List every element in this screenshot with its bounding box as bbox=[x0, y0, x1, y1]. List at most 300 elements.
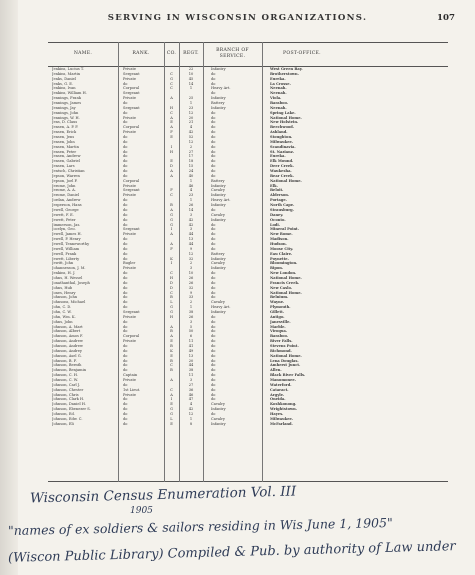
cell-rank: Corporal bbox=[123, 334, 140, 339]
cell-company: I bbox=[170, 144, 173, 149]
cell-name: Johnson, A. Mart bbox=[52, 324, 83, 329]
cell-rank: Corporal bbox=[123, 178, 140, 183]
cell-branch: do bbox=[211, 275, 216, 280]
cell-branch: do bbox=[211, 285, 216, 290]
cell-company: B bbox=[170, 343, 173, 348]
cell-branch: do bbox=[211, 319, 216, 324]
cell-company: C bbox=[170, 193, 173, 198]
cell-company: G bbox=[170, 76, 173, 81]
cell-rank: do bbox=[123, 251, 128, 256]
cell-rank: 1st Lieut. bbox=[123, 387, 141, 392]
cell-post-office: Lodi. bbox=[270, 222, 281, 227]
page-number: 107 bbox=[437, 13, 455, 23]
cell-regiment: 38 bbox=[188, 368, 194, 373]
cell-company: K bbox=[170, 256, 173, 261]
header-rank: RANK. bbox=[132, 50, 150, 56]
cell-rank: do bbox=[123, 397, 128, 402]
cell-post-office: Oconto. bbox=[270, 217, 286, 222]
cell-post-office: Bloomington. bbox=[270, 261, 298, 266]
cell-rank: do bbox=[123, 149, 128, 154]
cell-company: I bbox=[170, 397, 173, 402]
cell-company: F bbox=[170, 130, 173, 135]
cell-regiment: 42 bbox=[188, 130, 194, 135]
cell-name: Jensen, John bbox=[52, 139, 75, 144]
cell-post-office: National Home. bbox=[270, 178, 302, 183]
cell-name: Jerome, A. A. bbox=[52, 188, 76, 193]
handwritten-annotation bbox=[0, 483, 475, 575]
cell-rank: do bbox=[123, 120, 128, 125]
cell-company: G bbox=[170, 217, 173, 222]
cell-company: C bbox=[170, 81, 173, 86]
cell-company: D bbox=[170, 280, 173, 285]
cell-branch: Cavalry bbox=[211, 402, 225, 407]
cell-post-office: Daney. bbox=[270, 212, 284, 217]
cell-name: Jewett, F. E. bbox=[52, 212, 74, 217]
table-bottom-rule bbox=[48, 481, 448, 482]
cell-rank: do bbox=[123, 217, 128, 222]
cell-post-office: National Home. bbox=[270, 290, 302, 295]
cell-rank: do bbox=[123, 144, 128, 149]
cell-branch: do bbox=[211, 382, 216, 387]
cell-post-office: Beloit. bbox=[270, 188, 284, 193]
cell-regiment: 2 bbox=[189, 144, 193, 149]
cell-rank: do bbox=[123, 285, 128, 290]
cell-name: Johnson, Chester bbox=[52, 387, 84, 392]
cell-name: Johnson, B. F. bbox=[52, 358, 77, 363]
cell-company: E bbox=[170, 339, 173, 344]
cell-rank: do bbox=[123, 416, 128, 421]
cell-post-office: Bear Creek. bbox=[270, 173, 294, 178]
cell-rank: Private bbox=[123, 67, 137, 71]
cell-post-office: Viroqua. bbox=[270, 329, 288, 334]
cell-post-office: Spring Lake. bbox=[270, 110, 296, 115]
cell-rank: Private bbox=[123, 314, 137, 319]
cell-regiment: 12 bbox=[188, 412, 194, 417]
cell-rank: Sergeant bbox=[123, 71, 140, 76]
cell-post-office: Portage. bbox=[270, 198, 287, 203]
cell-rank: do bbox=[123, 324, 128, 329]
cell-post-office: Baraboo. bbox=[270, 334, 289, 339]
cell-name: Jensen, Andrew bbox=[52, 154, 81, 159]
cell-name: Jewell, P. Henry bbox=[52, 237, 81, 242]
cell-post-office: Argyle. bbox=[270, 392, 285, 397]
cell-branch: do bbox=[211, 71, 216, 76]
cell-regiment: 4 bbox=[189, 402, 193, 407]
cell-branch: do bbox=[211, 329, 216, 334]
cell-regiment: 1 bbox=[189, 198, 193, 203]
cell-rank: Private bbox=[123, 339, 137, 344]
cell-name: Johnson, Andrew bbox=[52, 343, 83, 348]
cell-regiment: 3 bbox=[189, 227, 193, 232]
cell-branch: do bbox=[211, 378, 216, 382]
cell-name: Johns, H. Wessel bbox=[52, 275, 83, 280]
cell-rank: do bbox=[123, 110, 128, 115]
cell-rank: Private bbox=[123, 232, 137, 237]
header-branch: BRANCH OF SERVICE. bbox=[216, 48, 249, 59]
cell-post-office: Neenah. bbox=[270, 105, 287, 110]
cell-name: Jentsch, Christian bbox=[52, 169, 85, 174]
cell-name: John, Wm. K. bbox=[52, 314, 76, 319]
cell-branch: do bbox=[211, 392, 216, 397]
cell-company: K bbox=[170, 348, 173, 353]
cell-name: Jordan, Andrew bbox=[52, 198, 81, 203]
cell-rank: do bbox=[123, 290, 128, 295]
cell-rank: do bbox=[123, 159, 128, 164]
cell-regiment: 20 bbox=[188, 358, 194, 363]
cell-rank: do bbox=[123, 271, 128, 276]
cell-branch: Cavalry bbox=[211, 416, 225, 421]
cell-branch: do bbox=[211, 412, 216, 417]
cell-name: Jewell, Tenneworthy bbox=[52, 241, 90, 246]
cell-rank: Captain bbox=[123, 373, 138, 378]
cell-regiment: 1 bbox=[189, 305, 193, 310]
cell-regiment: 27 bbox=[188, 149, 194, 154]
cell-regiment: 11 bbox=[188, 373, 194, 378]
cell-branch: Infantry bbox=[211, 407, 226, 412]
cell-company: A bbox=[170, 324, 173, 329]
cell-post-office: Elk. bbox=[270, 183, 278, 188]
cell-company: G bbox=[170, 407, 173, 412]
header-name: NAME. bbox=[73, 50, 93, 56]
cell-rank: do bbox=[123, 81, 128, 86]
cell-rank: do bbox=[123, 222, 128, 227]
cell-branch: Battery bbox=[211, 101, 225, 106]
cell-name: Johnson, Ebenezer S. bbox=[52, 407, 91, 412]
cell-company: B bbox=[170, 329, 173, 334]
cell-name: Jewett, Peter bbox=[52, 217, 76, 222]
cell-branch: Battery bbox=[211, 251, 225, 256]
cell-name: Johnson, Albert bbox=[52, 329, 81, 334]
cell-regiment: 41 bbox=[188, 343, 194, 348]
cell-rank: do bbox=[123, 169, 128, 174]
cell-rank: do bbox=[123, 329, 128, 334]
cell-branch: do bbox=[211, 368, 216, 373]
cell-branch: Battery bbox=[211, 178, 225, 183]
cell-regiment: 1 bbox=[189, 416, 193, 421]
cell-rank: do bbox=[123, 300, 128, 305]
cell-company: E bbox=[170, 421, 173, 426]
cell-name: Jerome, Daniel bbox=[52, 193, 80, 198]
cell-name: Jones, Henry bbox=[52, 290, 76, 295]
cell-branch: Infantry bbox=[211, 96, 226, 101]
cell-post-office: Poynette. bbox=[270, 256, 289, 261]
cell-regiment: 32 bbox=[188, 256, 194, 261]
cell-post-office: Mineral Point. bbox=[270, 227, 299, 232]
cell-rank: do bbox=[123, 246, 128, 251]
cell-regiment: 23 bbox=[188, 193, 194, 198]
cell-name: Johns, John bbox=[52, 319, 73, 324]
cell-company: B bbox=[170, 358, 173, 363]
cell-post-office: Belnium. bbox=[270, 295, 289, 300]
cell-branch: do bbox=[211, 81, 216, 86]
cell-name: Johnson, Bernth bbox=[52, 363, 82, 368]
cell-company: A bbox=[170, 334, 173, 339]
cell-rank: Private bbox=[123, 183, 137, 188]
cell-post-office: Ripon. bbox=[270, 266, 284, 271]
cell-company: A bbox=[170, 115, 173, 120]
cell-name: Jennings, James bbox=[52, 101, 82, 106]
cell-branch: do bbox=[211, 343, 216, 348]
cell-name: Jensen, Martin bbox=[52, 144, 79, 149]
cell-rank: Private bbox=[123, 193, 137, 198]
cell-branch: Cavalry bbox=[211, 300, 225, 305]
cell-branch: do bbox=[211, 159, 216, 164]
cell-company: C bbox=[170, 110, 173, 115]
cell-company: G bbox=[170, 305, 173, 310]
cell-name: Jenkins, Ivan bbox=[52, 86, 76, 91]
cell-post-office: Neenah. bbox=[270, 91, 287, 96]
cell-regiment: 26 bbox=[188, 280, 194, 285]
cell-branch: do bbox=[211, 149, 216, 154]
cell-company: L bbox=[170, 416, 173, 421]
cell-regiment: 12 bbox=[188, 251, 194, 256]
cell-company: H bbox=[169, 149, 174, 154]
cell-rank: Sergeant bbox=[123, 105, 140, 110]
cell-post-office: Cataract. bbox=[270, 387, 289, 392]
cell-regiment: 13 bbox=[188, 353, 194, 358]
cell-rank: do bbox=[123, 343, 128, 348]
cell-rank: do bbox=[123, 421, 128, 426]
cell-rank: Sergeant bbox=[123, 227, 140, 232]
cell-branch: Infantry bbox=[211, 203, 226, 208]
cell-regiment: 33 bbox=[188, 295, 194, 300]
cell-name: Johnson, Amos F. bbox=[52, 334, 84, 339]
cell-rank: Private bbox=[123, 392, 137, 397]
cell-name: Jepson, Warren bbox=[52, 173, 80, 178]
cell-name: Jenkins, H. J. bbox=[52, 271, 76, 276]
cell-post-office: West Green Bay. bbox=[270, 67, 303, 71]
table-body bbox=[48, 67, 448, 427]
cell-rank: Sergeant bbox=[123, 91, 140, 96]
cell-branch: Infantry bbox=[211, 67, 226, 71]
cell-name: Jonathanthal, Joseph bbox=[52, 280, 90, 285]
cell-post-office: Oneida. bbox=[270, 397, 286, 402]
cell-regiment: 1 bbox=[189, 86, 193, 91]
cell-regiment: 3 bbox=[189, 378, 193, 382]
cell-regiment: 26 bbox=[188, 275, 194, 280]
cell-post-office: Wayne. bbox=[270, 300, 285, 305]
cell-regiment: 26 bbox=[188, 314, 194, 319]
cell-rank: do bbox=[123, 348, 128, 353]
cell-rank: do bbox=[123, 198, 128, 203]
cell-branch: Infantry bbox=[211, 309, 226, 314]
cell-post-office: Milwaukee. bbox=[270, 139, 294, 144]
cell-name: Jennings, W. H. bbox=[52, 115, 80, 120]
cell-branch: Cavalry bbox=[211, 212, 225, 217]
cell-company: E bbox=[170, 353, 173, 358]
cell-regiment: 42 bbox=[188, 217, 194, 222]
cell-branch: do bbox=[211, 397, 216, 402]
cell-rank: do bbox=[123, 368, 128, 373]
cell-post-office: Eau Claire. bbox=[270, 251, 293, 256]
cell-regiment: 44 bbox=[188, 363, 194, 368]
cell-name: Jenks, Daniel bbox=[52, 76, 76, 81]
cell-rank: Bugler bbox=[123, 261, 136, 266]
cell-post-office: Hayes. bbox=[270, 412, 284, 417]
cell-post-office: Richmond. bbox=[270, 348, 292, 353]
cell-rank: do bbox=[123, 241, 128, 246]
cell-branch: do bbox=[211, 130, 216, 135]
cell-name: Jensen, Gabriel bbox=[52, 159, 80, 164]
cell-name: Johnson, Ed. bbox=[52, 412, 75, 417]
cell-regiment: 44 bbox=[188, 241, 194, 246]
cell-post-office: Antigo. bbox=[270, 314, 285, 319]
cell-post-office: Strausburg. bbox=[270, 207, 294, 212]
cell-regiment: 50 bbox=[188, 329, 194, 334]
cell-company: C bbox=[170, 86, 173, 91]
cell-post-office: La Crosse. bbox=[270, 81, 291, 86]
cell-post-office: Scandinavia. bbox=[270, 144, 296, 149]
cell-post-office: River Falls. bbox=[270, 339, 293, 344]
cell-rank: do bbox=[123, 275, 128, 280]
cell-name: Johnson, Edw. C. bbox=[52, 416, 83, 421]
cell-post-office: Madison. bbox=[270, 237, 289, 242]
cell-name: Jenkins, William H. bbox=[52, 91, 87, 96]
cell-branch: do bbox=[211, 334, 216, 339]
cell-company: I bbox=[170, 227, 173, 232]
cell-name: Jenkins, Lucius T. bbox=[52, 67, 84, 71]
cell-regiment: 44 bbox=[188, 232, 194, 237]
cell-branch: do bbox=[211, 125, 216, 130]
cell-post-office: Waukesha. bbox=[270, 169, 292, 174]
cell-regiment: 13 bbox=[188, 237, 194, 242]
cell-branch: do bbox=[211, 348, 216, 353]
cell-regiment: 42 bbox=[188, 222, 194, 227]
cell-company: E bbox=[170, 402, 173, 407]
cell-rank: do bbox=[123, 382, 128, 387]
cell-branch: do bbox=[211, 169, 216, 174]
cell-regiment: 4 bbox=[189, 188, 193, 193]
cell-company: G bbox=[170, 412, 173, 417]
cell-branch: do bbox=[211, 324, 216, 329]
cell-name: Johnson, Daniel H. bbox=[52, 402, 87, 407]
cell-branch: do bbox=[211, 207, 216, 212]
cell-regiment: 3 bbox=[189, 212, 193, 217]
cell-branch: do bbox=[211, 144, 216, 149]
cell-name: Jewell, Frank bbox=[52, 251, 77, 256]
cell-branch: do bbox=[211, 120, 216, 125]
cell-post-office: National Home. bbox=[270, 115, 302, 120]
header-company: CO. bbox=[166, 50, 177, 56]
cell-regiment: 25 bbox=[188, 96, 194, 101]
cell-post-office: Moose City. bbox=[270, 246, 294, 251]
cell-rank: do bbox=[123, 295, 128, 300]
cell-post-office: Hudson. bbox=[270, 241, 287, 246]
cell-company: A bbox=[170, 96, 173, 101]
cell-post-office: New Caslo. bbox=[270, 285, 293, 290]
cell-branch: do bbox=[211, 271, 216, 276]
cell-rank: do bbox=[123, 207, 128, 212]
cell-name: Johnson, Eli bbox=[52, 421, 74, 426]
cell-regiment: 52 bbox=[188, 135, 194, 140]
cell-branch: Heavy Art. bbox=[211, 198, 231, 203]
cell-branch: do bbox=[211, 139, 216, 144]
cell-post-office: Lena Douglas. bbox=[270, 358, 299, 363]
cell-regiment: 47 bbox=[188, 397, 194, 402]
cell-regiment: 40 bbox=[188, 173, 194, 178]
cell-regiment: 22 bbox=[188, 67, 194, 71]
cell-post-office: Amherst Junct. bbox=[270, 363, 301, 368]
cell-regiment: 18 bbox=[188, 159, 194, 164]
cell-branch: do bbox=[211, 110, 216, 115]
cell-branch: do bbox=[211, 358, 216, 363]
cell-name: John, C. W. bbox=[52, 309, 72, 314]
header-post-office: POST-OFFICE. bbox=[283, 50, 321, 56]
cell-company: A bbox=[170, 207, 173, 212]
cell-post-office: Eureka. bbox=[270, 76, 286, 81]
cell-rank: do bbox=[123, 319, 128, 324]
cell-post-office: New Rome. bbox=[270, 232, 293, 237]
cell-branch: do bbox=[211, 164, 216, 169]
cell-post-office: Francis Creek. bbox=[270, 280, 300, 285]
cell-company: B bbox=[170, 368, 173, 373]
cell-company: A bbox=[170, 392, 173, 397]
cell-rank: Corporal bbox=[123, 86, 140, 91]
cell-regiment: 45 bbox=[188, 76, 194, 81]
cell-rank: do bbox=[123, 212, 128, 217]
cell-rank: do bbox=[123, 280, 128, 285]
cell-branch: do bbox=[211, 314, 216, 319]
cell-rank: do bbox=[123, 139, 128, 144]
cell-branch: Infantry bbox=[211, 105, 226, 110]
cell-regiment: 11 bbox=[188, 339, 194, 344]
cell-company: H bbox=[169, 275, 174, 280]
cell-regiment: 14 bbox=[188, 207, 194, 212]
cell-name: Johnson, C. W. bbox=[52, 378, 78, 382]
cell-branch: do bbox=[211, 232, 216, 237]
cell-name: Johnson, Andrey bbox=[52, 348, 82, 353]
cell-regiment: 14 bbox=[188, 81, 194, 86]
cell-post-office: New Holstein. bbox=[270, 120, 299, 125]
cell-post-office: Neenah. bbox=[270, 86, 287, 91]
cell-rank: do bbox=[123, 402, 128, 407]
cell-company: C bbox=[170, 271, 173, 276]
cell-branch: do bbox=[211, 237, 216, 242]
cell-branch: do bbox=[211, 295, 216, 300]
cell-name: Jennings, Frank bbox=[52, 96, 81, 101]
cell-rank: do bbox=[123, 154, 128, 159]
cell-name: Jerome, John bbox=[52, 183, 76, 188]
cell-post-office: McFarland. bbox=[270, 421, 293, 426]
cell-post-office: North Cape. bbox=[270, 203, 295, 208]
cell-branch: Infantry bbox=[211, 217, 226, 222]
cell-company: C bbox=[170, 387, 173, 392]
cell-rank: do bbox=[123, 353, 128, 358]
cell-regiment: 24 bbox=[188, 169, 194, 174]
cell-branch: Infantry bbox=[211, 266, 226, 271]
cell-name: Jewell, William bbox=[52, 246, 80, 251]
cell-branch: do bbox=[211, 173, 216, 178]
cell-regiment: 1 bbox=[189, 178, 193, 183]
cell-name: Jensen, A. P. F. bbox=[52, 125, 79, 130]
cell-name: Jens, D. Claus bbox=[52, 120, 78, 125]
cell-name: Jennings, John bbox=[52, 110, 79, 115]
cell-rank: do bbox=[123, 305, 128, 310]
cell-name: Jenks, G. E. bbox=[52, 81, 73, 86]
cell-branch: do bbox=[211, 227, 216, 232]
cell-branch: do bbox=[211, 363, 216, 368]
cell-company: A bbox=[170, 125, 173, 130]
cell-rank: Private bbox=[123, 266, 137, 271]
cell-regiment: 12 bbox=[188, 139, 194, 144]
cell-company: B bbox=[170, 203, 173, 208]
cell-regiment: 46 bbox=[188, 392, 194, 397]
cell-company: E bbox=[170, 159, 173, 164]
cell-regiment: 38 bbox=[188, 309, 194, 314]
cell-regiment: 1 bbox=[189, 101, 193, 106]
cell-post-office: Koshkonong. bbox=[270, 402, 297, 407]
cell-regiment: 3 bbox=[189, 266, 193, 271]
